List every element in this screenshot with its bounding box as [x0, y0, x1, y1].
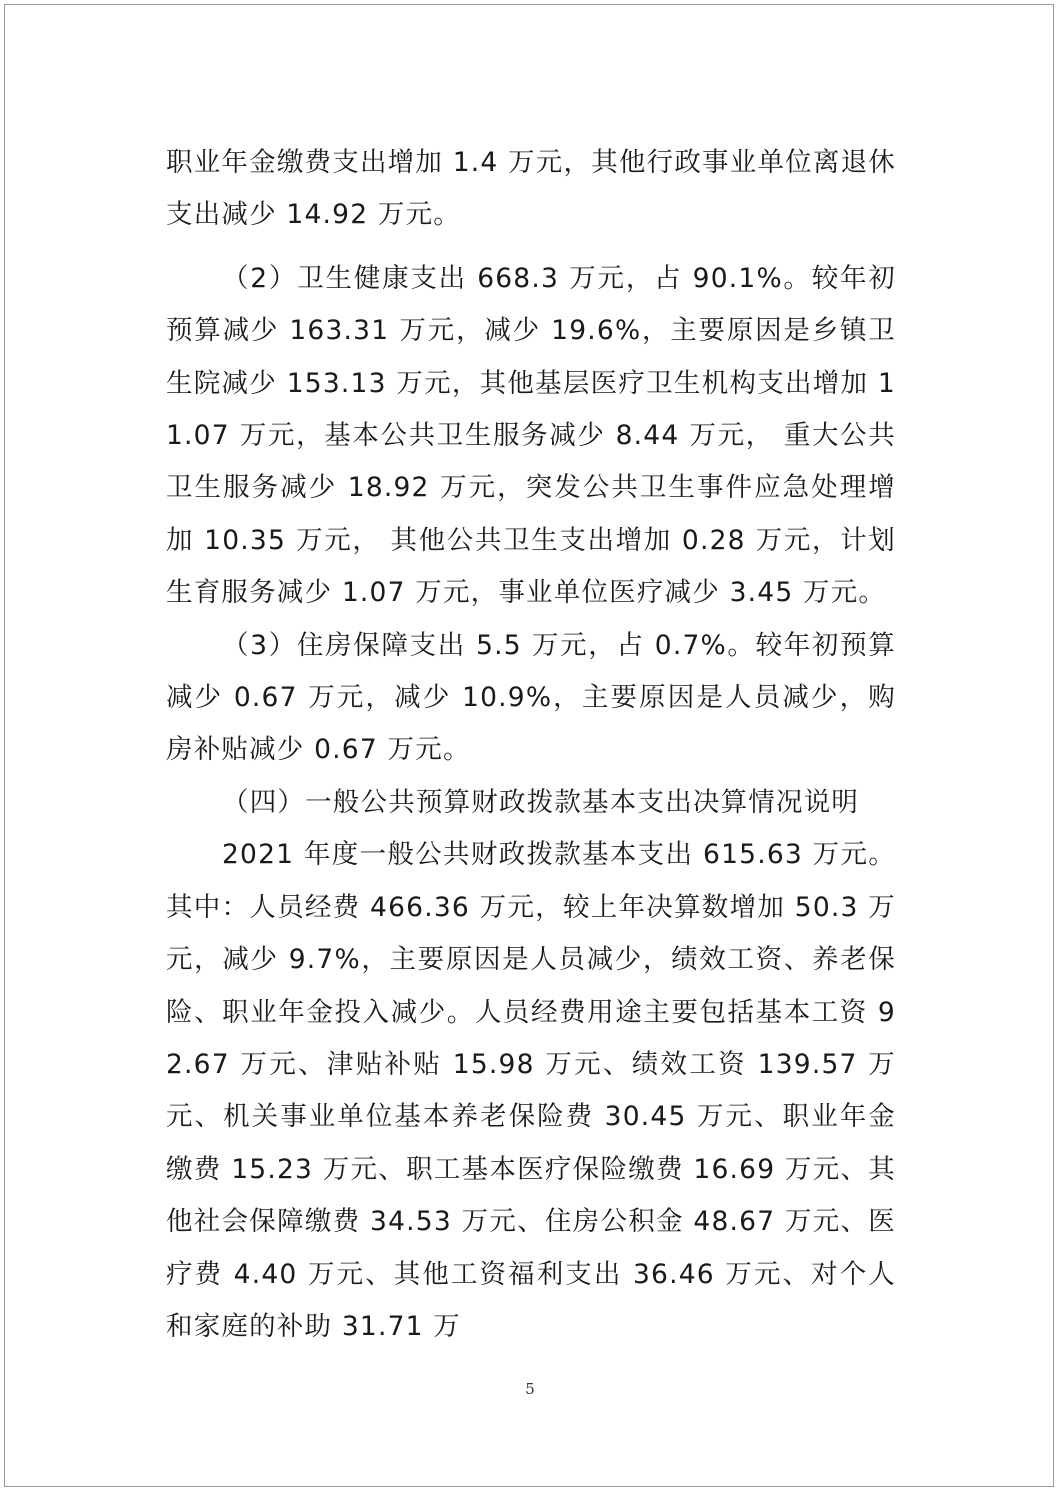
paragraph-retirement-continued: 职业年金缴费支出增加 1.4 万元，其他行政事业单位离退休支出减少 14.92 万元。 — [166, 147, 896, 231]
page-number: 5 — [525, 1380, 535, 1398]
document-body — [166, 137, 896, 1353]
paragraph-health-expenditure: （2）卫生健康支出 668.3 万元，占 90.1%。较年初预算减少 163.31 万元，减少 19.6%，主要原因是乡镇卫生院减少 153.13 万元，其他基层医疗卫生机构支出增加 11.07 万元，基本公共卫生服务减少 8.44 万元， 重大公共卫生服务减少 18.92 万元，突发公共卫生事件应急处理增加 10.35 万元， 其他公共卫生支出增加 0.28 万元，计划生育服务减少 1.07 万元，事业单位医疗减少 3.45 万元。 — [166, 262, 896, 609]
section-heading-basic-expenditure: （四）一般公共预算财政拨款基本支出决算情况说明 — [222, 786, 860, 818]
paragraph-basic-expenditure: 2021 年度一般公共财政拨款基本支出 615.63 万元。其中：人员经费 466.36 万元，较上年决算数增加 50.3 万元，减少 9.7%，主要原因是人员减少，绩效工资、养老保险、职业年金投入减少。人员经费用途主要包括基本工资 92.67 万元、津贴补贴 15.98 万元、绩效工资 139.57 万元、机关事业单位基本养老保险费 30.45 万元、职业年金缴费 15.23 万元、职工基本医疗保险缴费 16.69 万元、其他社会保障缴费 34.53 万元、住房公积金 48.67 万元、医疗费 4.40 万元、其他工资福利支出 36.46 万元、对个人和家庭的补助 31.71 万 — [166, 839, 896, 1342]
paragraph-housing-expenditure: （3）住房保障支出 5.5 万元，占 0.7%。较年初预算减少 0.67 万元，减少 10.9%，主要原因是人员减少，购房补贴减少 0.67 万元。 — [166, 629, 896, 766]
